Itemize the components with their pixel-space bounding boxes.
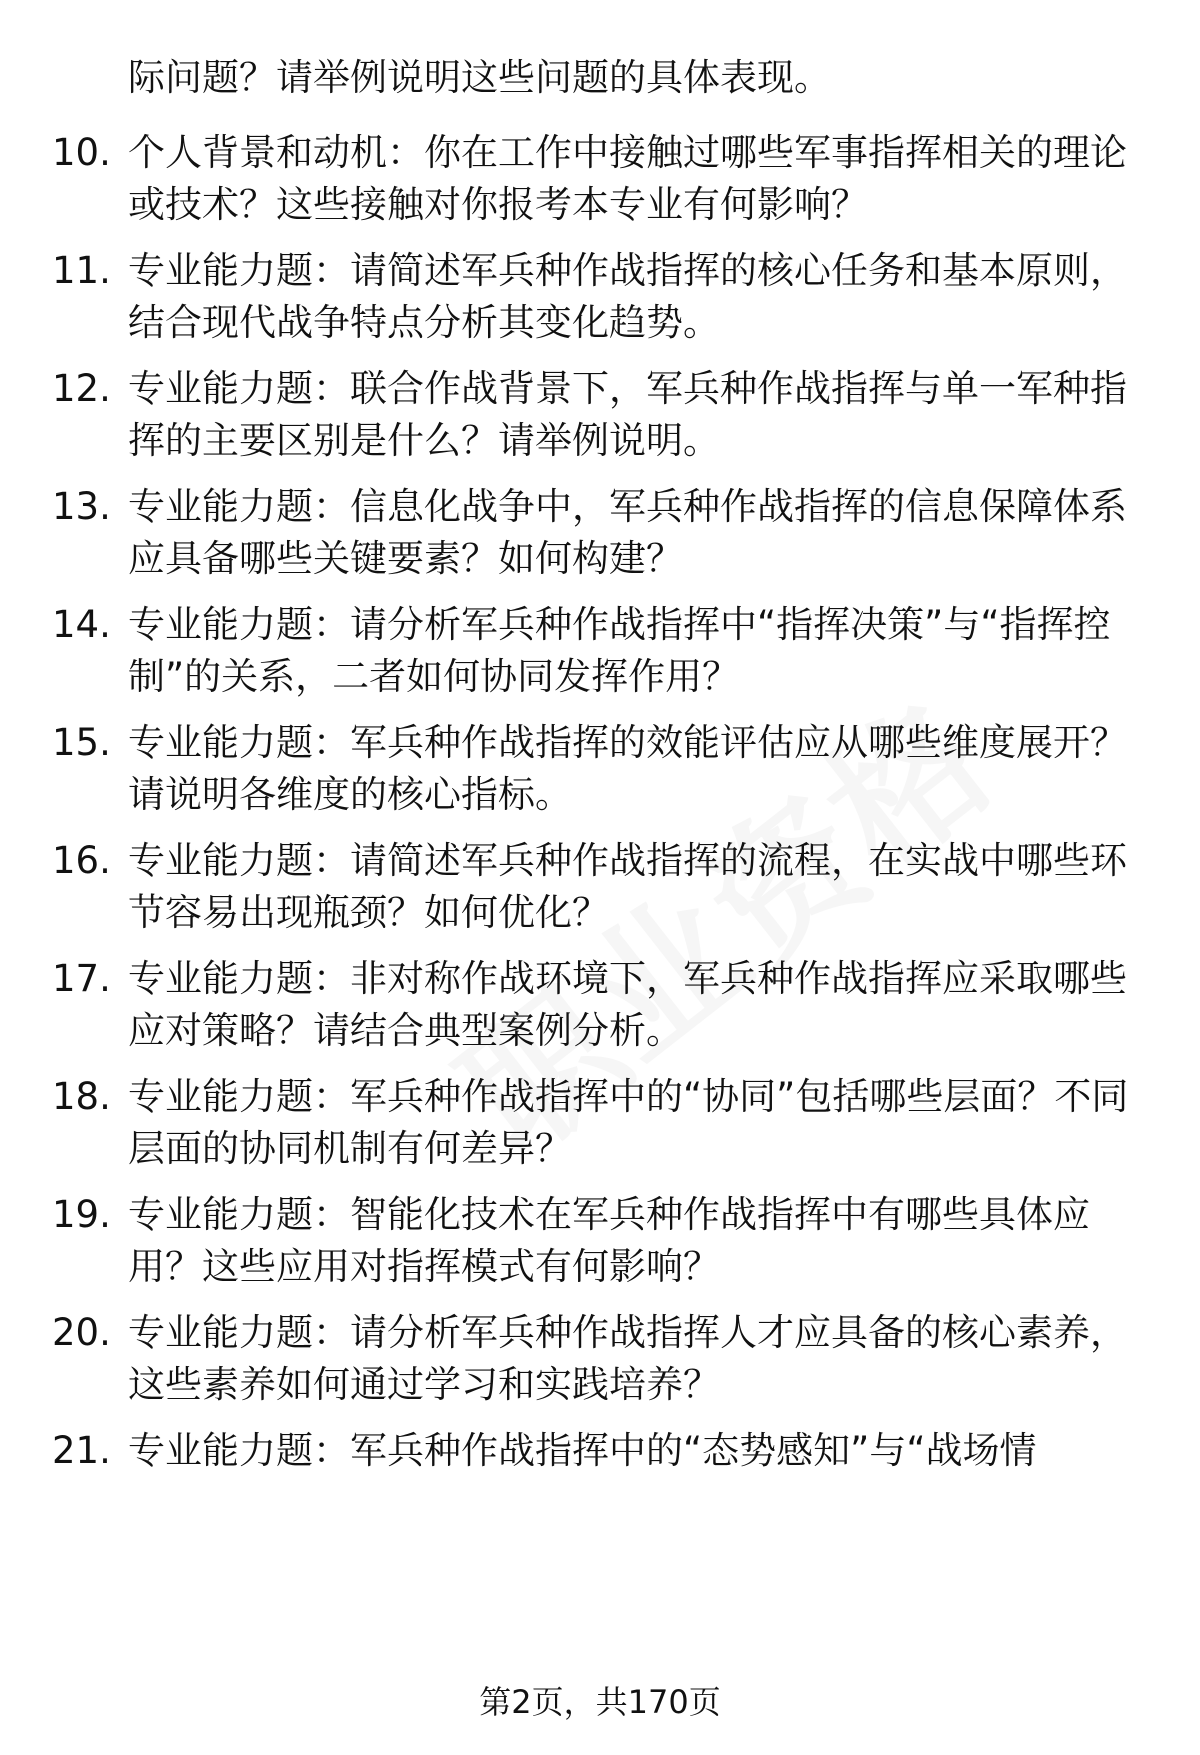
question-number: 10. xyxy=(52,131,111,174)
question-number: 20. xyxy=(52,1311,111,1354)
question-number: 18. xyxy=(52,1075,111,1118)
question-text: 专业能力题：智能化技术在军兵种作战指挥中有哪些具体应用？这些应用对指挥模式有何影响？ xyxy=(128,1193,1090,1288)
question-text: 专业能力题：请简述军兵种作战指挥的核心任务和基本原则，结合现代战争特点分析其变化趋势。 xyxy=(128,249,1127,344)
question-number: 13. xyxy=(52,485,111,528)
question-number: 19. xyxy=(52,1193,111,1236)
question-number: 11. xyxy=(52,249,111,292)
question-number: 12. xyxy=(52,367,111,410)
continuation-text: 际问题？请举例说明这些问题的具体表现。 xyxy=(128,56,831,99)
question-number: 16. xyxy=(52,839,111,882)
page-footer: 第2页，共170页 xyxy=(479,1683,721,1721)
question-text: 专业能力题：非对称作战环境下，军兵种作战指挥应采取哪些应对策略？请结合典型案例分析。 xyxy=(128,957,1127,1052)
question-number: 17. xyxy=(52,957,111,1000)
question-text: 专业能力题：请分析军兵种作战指挥人才应具备的核心素养，这些素养如何通过学习和实践培养？ xyxy=(128,1311,1127,1406)
question-text: 专业能力题：请简述军兵种作战指挥的流程，在实战中哪些环节容易出现瓶颈？如何优化？ xyxy=(128,839,1127,934)
question-number: 14. xyxy=(52,603,111,646)
question-text: 专业能力题：军兵种作战指挥中的“协同”包括哪些层面？不同层面的协同机制有何差异？ xyxy=(128,1075,1129,1170)
question-text: 专业能力题：请分析军兵种作战指挥中“指挥决策”与“指挥控制”的关系，二者如何协同发挥作用？ xyxy=(128,603,1111,698)
question-text: 个人背景和动机：你在工作中接触过哪些军事指挥相关的理论或技术？这些接触对你报考本专业有何影响？ xyxy=(128,131,1127,226)
question-text: 专业能力题：信息化战争中，军兵种作战指挥的信息保障体系应具备哪些关键要素？如何构建？ xyxy=(128,485,1127,580)
question-text: 专业能力题：军兵种作战指挥的效能评估应从哪些维度展开？请说明各维度的核心指标。 xyxy=(128,721,1127,816)
question-number: 21. xyxy=(52,1429,111,1472)
question-text: 专业能力题：军兵种作战指挥中的“态势感知”与“战场情 xyxy=(128,1429,1037,1472)
question-text: 专业能力题：联合作战背景下，军兵种作战指挥与单一军种指挥的主要区别是什么？请举例说明。 xyxy=(128,367,1127,462)
question-number: 15. xyxy=(52,721,111,764)
